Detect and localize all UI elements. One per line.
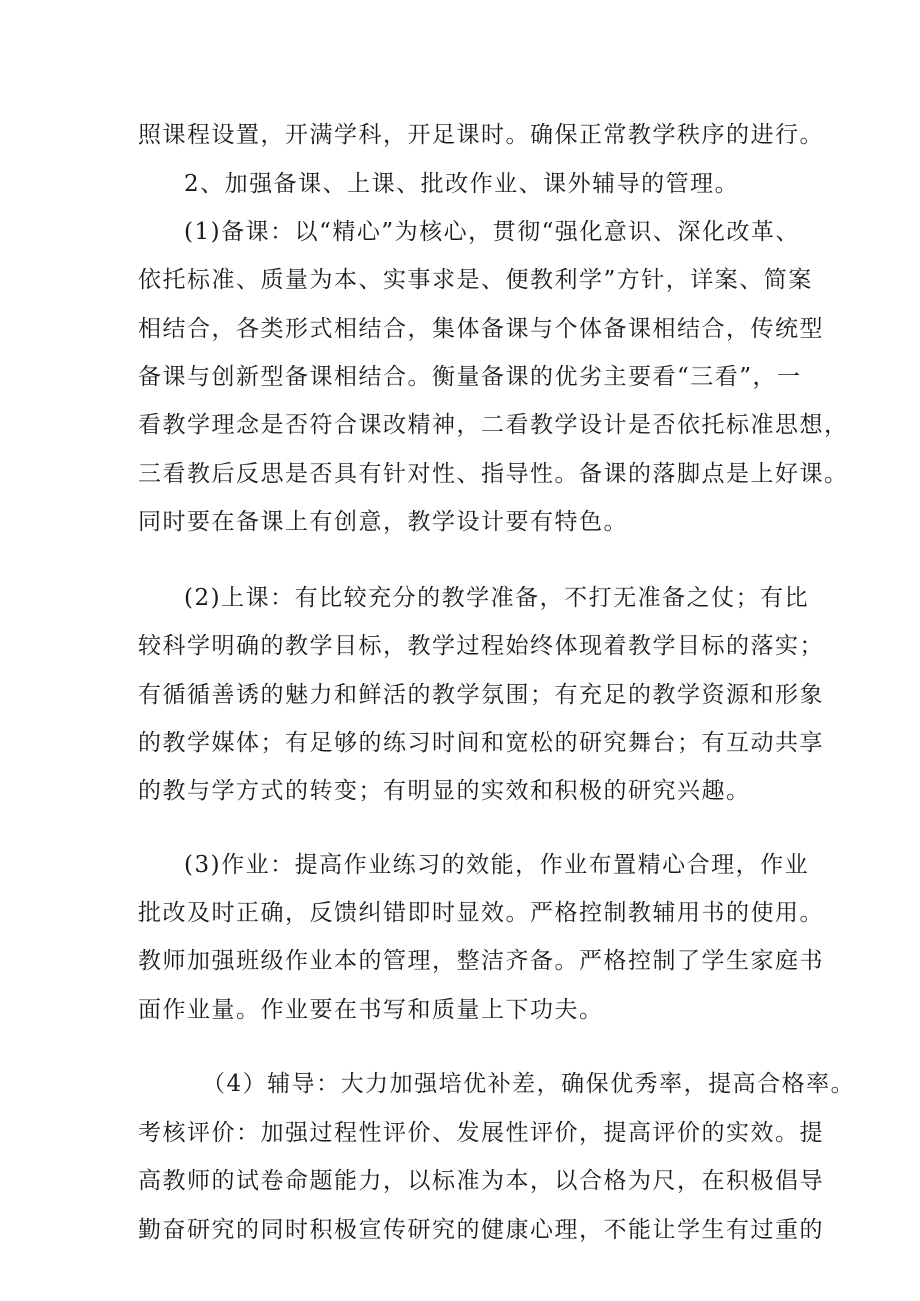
text-line-21: 高教师的试卷命题能力，以标准为本，以合格为尺，在积极倡导 — [138, 1168, 824, 1194]
text-line-20: 考核评价：加强过程性评价、发展性评价，提高评价的实效。提 — [138, 1120, 824, 1146]
text-line-18: 面作业量。作业要在书写和质量上下功夫。 — [138, 997, 604, 1023]
text-line-12: 有循循善诱的魅力和鲜活的教学氛围；有充足的教学资源和形象 — [138, 682, 824, 708]
item-3-start: (3)作业：提高作业练习的效能，作业布置精心合理，作业 — [184, 852, 810, 878]
text-line-13: 的教学媒体；有足够的练习时间和宽松的研究舞台；有互动共享 — [138, 730, 824, 756]
item-2-start: (2)上课：有比较充分的教学准备，不打无准备之仗；有比 — [184, 585, 810, 611]
text-line-22: 勤奋研究的同时积极宣传研究的健康心理，不能让学生有过重的 — [138, 1217, 824, 1243]
text-line-4: 依托标准、质量为本、实事求是、便教利学”方针，详案、简案 — [138, 267, 813, 293]
heading-2: 2、加强备课、上课、批改作业、课外辅导的管理。 — [184, 171, 740, 197]
text-line-5: 相结合，各类形式相结合，集体备课与个体备课相结合，传统型 — [138, 316, 824, 342]
text-line-6: 备课与创新型备课相结合。衡量备课的优劣主要看“三看”，一 — [138, 364, 802, 390]
text-line-17: 教师加强班级作业本的管理，整洁齐备。严格控制了学生家庭书 — [138, 948, 824, 974]
text-line-8: 三看教后反思是否具有针对性、指导性。备课的落脚点是上好课。 — [138, 461, 849, 487]
text-line-16: 批改及时正确，反馈纠错即时显效。严格控制教辅用书的使用。 — [138, 900, 824, 926]
text-line-11: 较科学明确的教学目标，教学过程始终体现着教学目标的落实； — [138, 633, 824, 659]
item-1-start: (1)备课：以“精心”为核心，贯彻“强化意识、深化改革、 — [184, 219, 800, 245]
text-line-9: 同时要在备课上有创意，教学设计要有特色。 — [138, 509, 628, 535]
item-4-start: （4）辅导：大力加强培优补差，确保优秀率，提高合格率。 — [202, 1071, 856, 1097]
text-line-14: 的教与学方式的转变；有明显的实效和积极的研究兴趣。 — [138, 778, 751, 804]
text-line-7: 看教学理念是否符合课改精神，二看教学设计是否依托标准思想， — [138, 412, 849, 438]
text-line-1: 照课程设置，开满学科，开足课时。确保正常教学秩序的进行。 — [138, 122, 824, 148]
